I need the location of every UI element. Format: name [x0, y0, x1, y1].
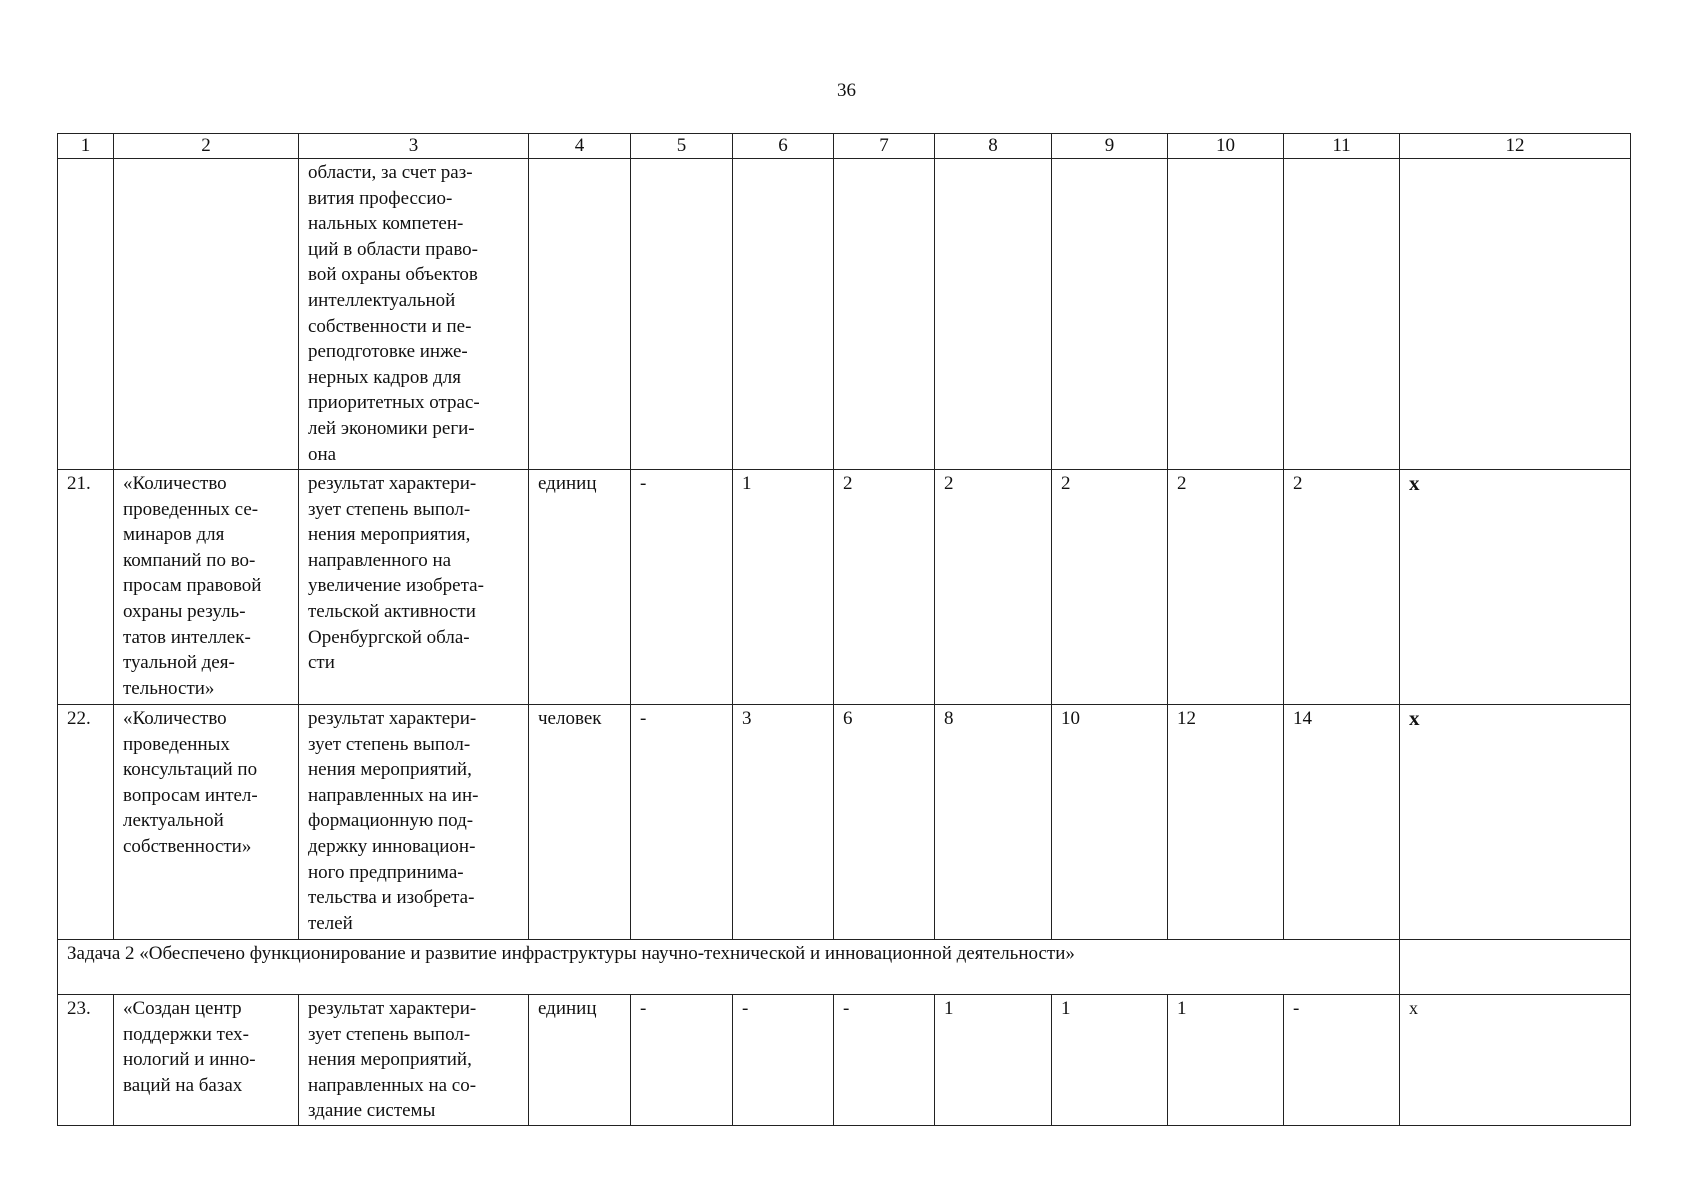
header-cell: 3	[299, 134, 529, 159]
value-cell: 2	[834, 470, 935, 705]
page-number: 36	[837, 80, 856, 101]
table-header-row	[58, 134, 1631, 159]
value-cell	[631, 159, 733, 470]
value-cell: 12	[1168, 705, 1284, 940]
unit-cell: человек	[529, 705, 631, 940]
header-cell: 8	[935, 134, 1052, 159]
indicator-name: «Создан центр поддержки тех- нологий и инно- ваций на базах	[114, 995, 299, 1126]
header-cell: 1	[58, 134, 114, 159]
value-cell: 1	[733, 470, 834, 705]
indicator-name: «Количество проведенных консультаций по вопросам интел- лектуальной собственности»	[114, 705, 299, 940]
mark-cell: х	[1400, 470, 1631, 705]
value-cell: -	[631, 705, 733, 940]
header-cell: 6	[733, 134, 834, 159]
task-heading: Задача 2 «Обеспечено функционирование и развитие инфраструктуры научно-технической и инновационной деятельности»	[58, 940, 1400, 995]
header-cell: 9	[1052, 134, 1168, 159]
header-cell: 12	[1400, 134, 1631, 159]
value-cell: 6	[834, 705, 935, 940]
value-cell	[834, 159, 935, 470]
value-cell: 3	[733, 705, 834, 940]
mark-cell: х	[1400, 995, 1631, 1126]
value-cell: 1	[1052, 995, 1168, 1126]
indicator-name	[114, 159, 299, 470]
value-cell	[1168, 159, 1284, 470]
row-number	[58, 159, 114, 470]
table-row	[58, 159, 1631, 470]
mark-cell: х	[1400, 705, 1631, 940]
value-cell: 1	[1168, 995, 1284, 1126]
row-number: 22.	[58, 705, 114, 940]
value-cell: -	[1284, 995, 1400, 1126]
value-cell: 1	[935, 995, 1052, 1126]
value-cell: 8	[935, 705, 1052, 940]
indicator-description: результат характери- зует степень выпол- нения мероприятия, направленного на увеличение изобрета- тельской активности Оренбургской обла- сти	[299, 470, 529, 705]
row-number: 21.	[58, 470, 114, 705]
unit-cell	[529, 159, 631, 470]
task-row	[58, 940, 1631, 995]
table-row	[58, 705, 1631, 940]
value-cell: -	[631, 995, 733, 1126]
value-cell: -	[834, 995, 935, 1126]
unit-cell: единиц	[529, 995, 631, 1126]
mark-cell	[1400, 159, 1631, 470]
value-cell	[1284, 159, 1400, 470]
value-cell: 2	[1284, 470, 1400, 705]
indicator-description: результат характери- зует степень выпол- нения мероприятий, направленных на со- здание системы	[299, 995, 529, 1126]
header-cell: 10	[1168, 134, 1284, 159]
table-row	[58, 470, 1631, 705]
row-number: 23.	[58, 995, 114, 1126]
value-cell	[1052, 159, 1168, 470]
unit-cell: единиц	[529, 470, 631, 705]
indicator-description: результат характери- зует степень выпол- нения мероприятий, направленных на ин- формационную под- держку инновацион- ного предпринима- тельства и изобрета- телей	[299, 705, 529, 940]
value-cell: 10	[1052, 705, 1168, 940]
header-cell: 7	[834, 134, 935, 159]
header-cell: 11	[1284, 134, 1400, 159]
header-cell: 2	[114, 134, 299, 159]
table-row	[58, 995, 1631, 1126]
mark-cell	[1400, 940, 1631, 995]
header-cell: 5	[631, 134, 733, 159]
indicator-description: области, за счет раз- вития профессио- нальных компетен- ций в области право- вой охраны объектов интеллектуальной собственности и пе- реподготовке инже- нерных кадров для приоритетных отрас- лей экономики реги- она	[299, 159, 529, 470]
indicator-name: «Количество проведенных се- минаров для компаний по во- просам правовой охраны резуль- татов интеллек- туальной дея- тельности»	[114, 470, 299, 705]
value-cell: 14	[1284, 705, 1400, 940]
value-cell: -	[733, 995, 834, 1126]
value-cell: 2	[1168, 470, 1284, 705]
value-cell: 2	[935, 470, 1052, 705]
value-cell	[935, 159, 1052, 470]
value-cell	[733, 159, 834, 470]
indicators-table	[57, 133, 1631, 1126]
value-cell: 2	[1052, 470, 1168, 705]
value-cell: -	[631, 470, 733, 705]
header-cell: 4	[529, 134, 631, 159]
